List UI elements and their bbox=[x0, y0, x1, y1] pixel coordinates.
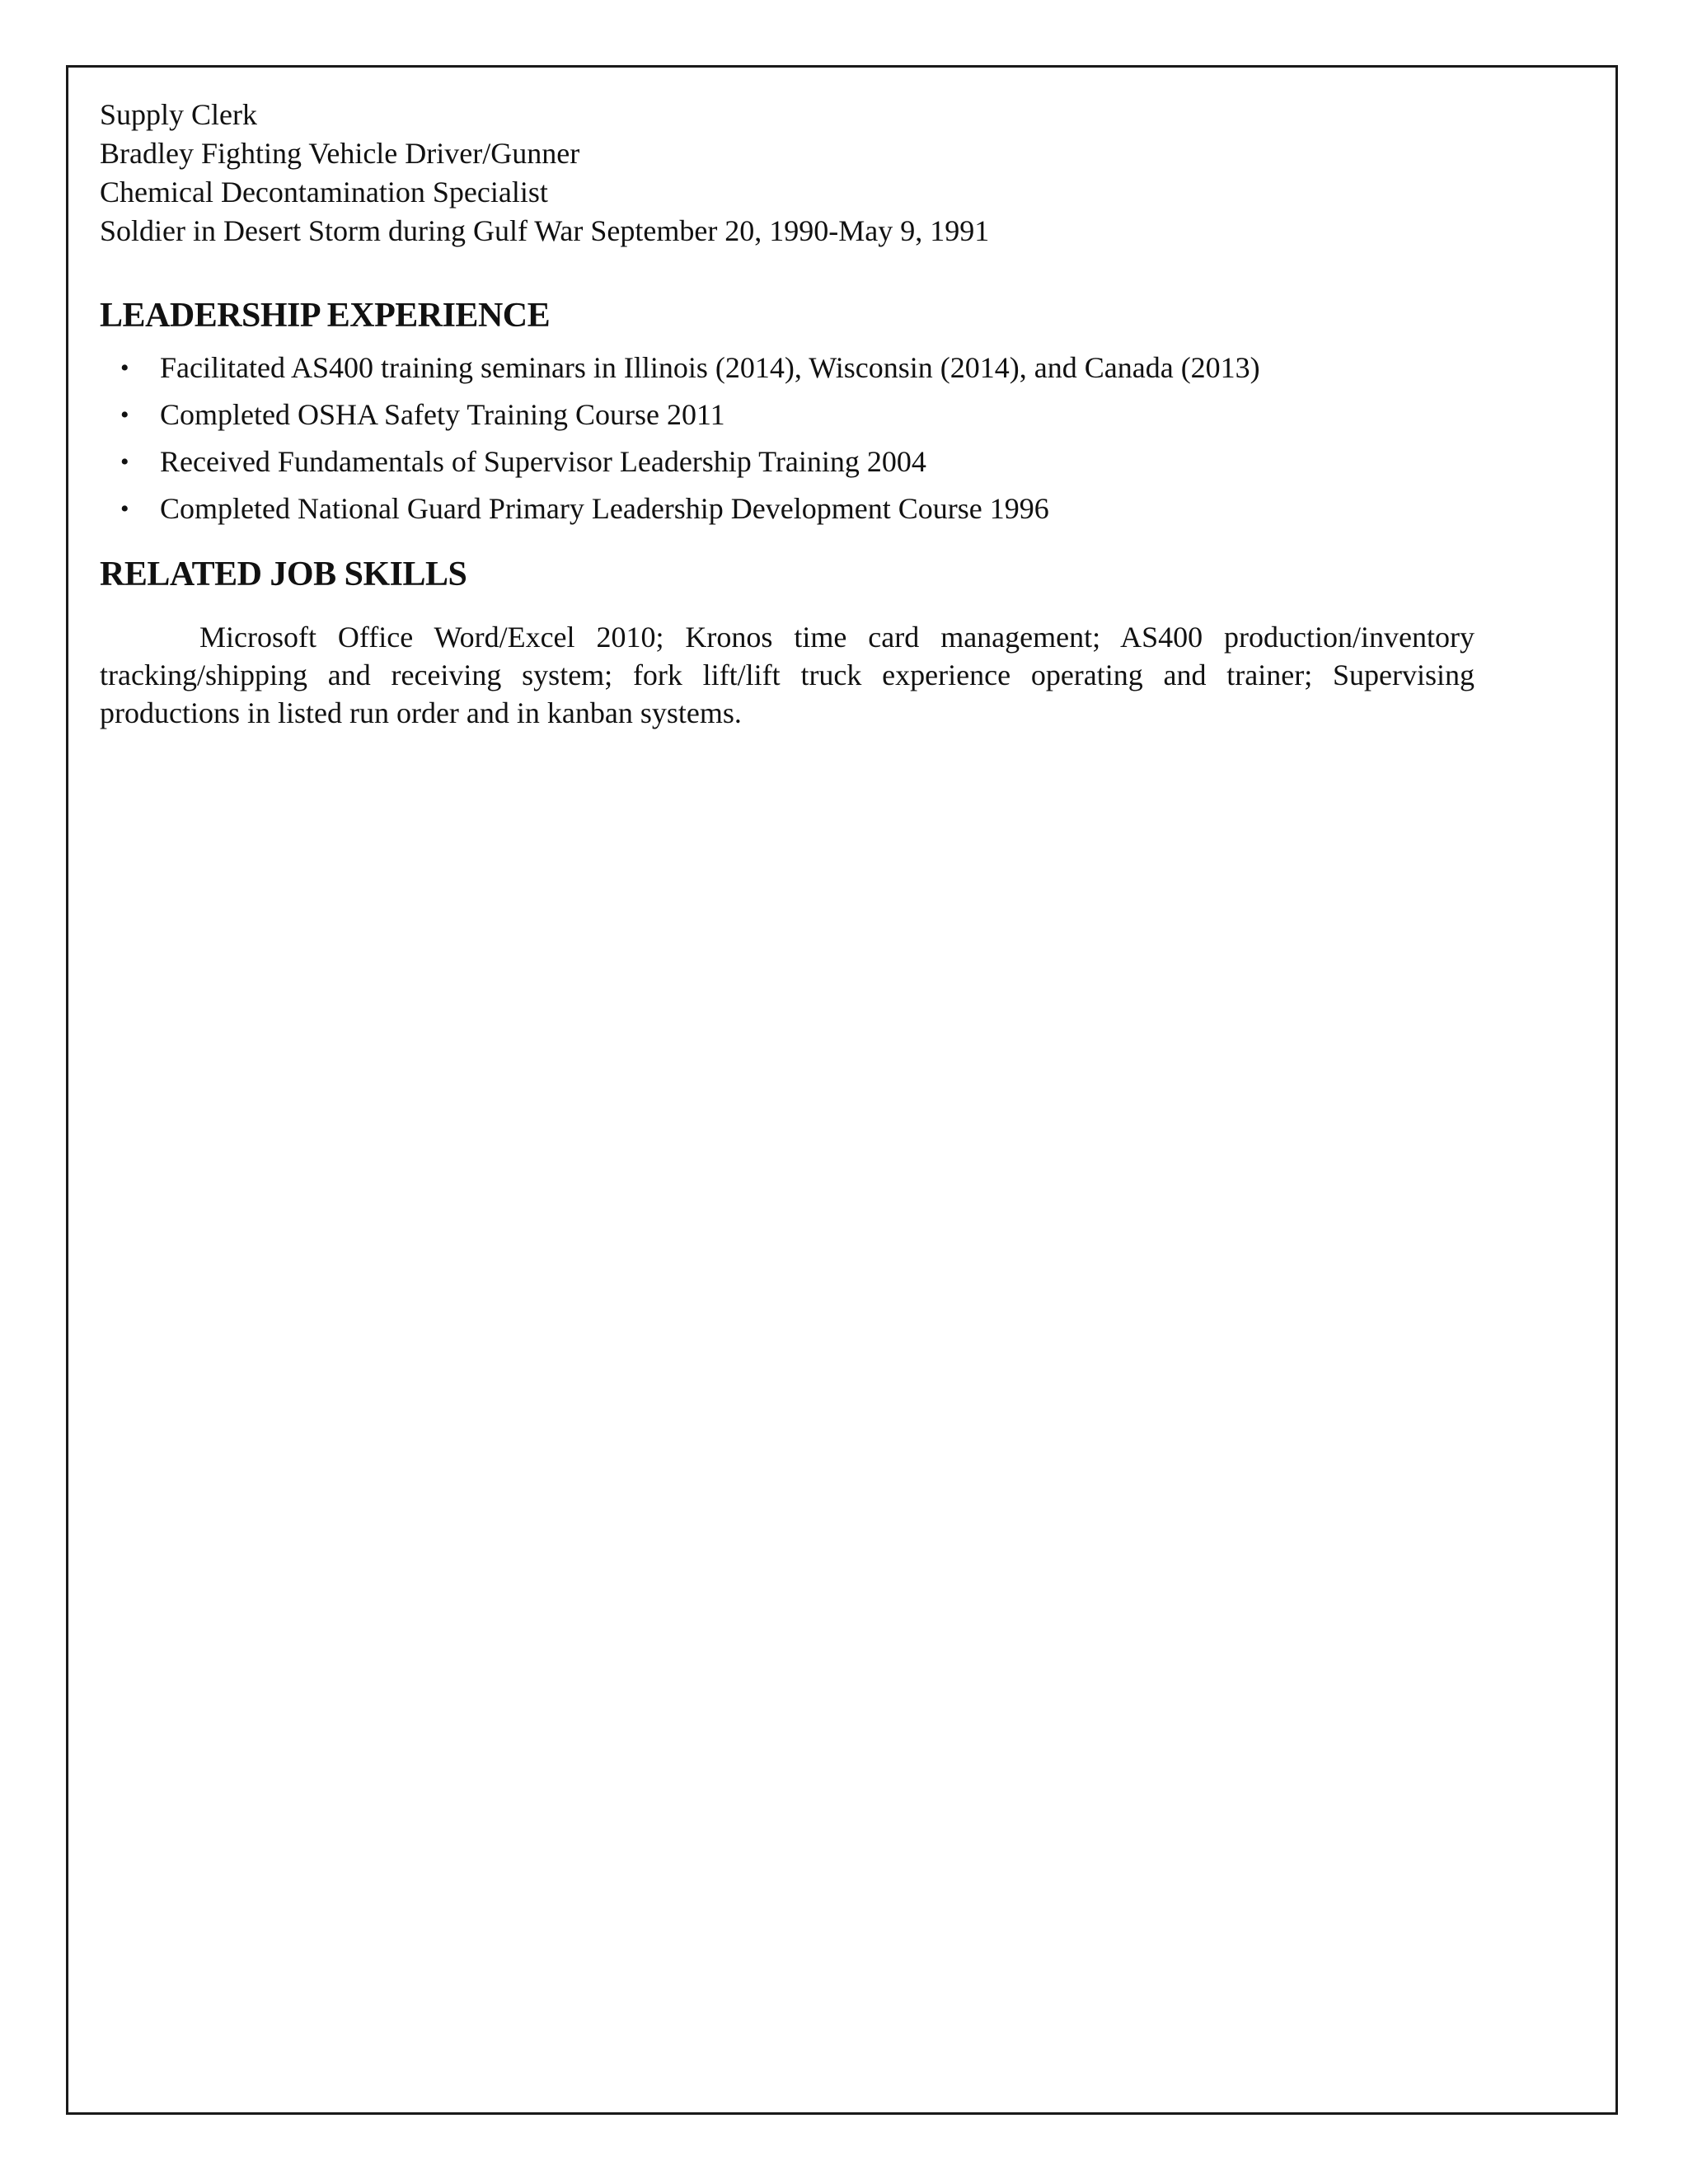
resume-page bbox=[100, 96, 1484, 732]
leadership-experience-heading: LEADERSHIP EXPERIENCE bbox=[100, 297, 551, 335]
bullet-icon: • bbox=[120, 495, 129, 523]
leadership-item-text: Received Fundamentals of Supervisor Leadership Training 2004 bbox=[160, 445, 926, 478]
leadership-experience-list bbox=[100, 344, 1484, 532]
bullet-icon: • bbox=[120, 448, 129, 476]
military-role-item: Chemical Decontamination Specialist bbox=[100, 176, 548, 209]
bullet-icon: • bbox=[120, 354, 129, 382]
leadership-item bbox=[100, 391, 1484, 438]
military-role-item: Soldier in Desert Storm during Gulf War September 20, 1990-May 9, 1991 bbox=[100, 214, 990, 247]
related-job-skills-heading: RELATED JOB SKILLS bbox=[100, 555, 467, 593]
leadership-item-text: Facilitated AS400 training seminars in Illinois (2014), Wisconsin (2014), and Canada (2013) bbox=[160, 351, 1260, 384]
leadership-item-text: Completed National Guard Primary Leadership Development Course 1996 bbox=[160, 492, 1049, 525]
military-roles-list bbox=[100, 96, 1484, 251]
bullet-icon: • bbox=[120, 401, 129, 429]
leadership-item bbox=[100, 344, 1484, 391]
leadership-item bbox=[100, 485, 1484, 532]
military-role-item: Supply Clerk bbox=[100, 98, 258, 131]
leadership-item bbox=[100, 438, 1484, 485]
leadership-item-text: Completed OSHA Safety Training Course 2011 bbox=[160, 398, 725, 431]
military-role-item: Bradley Fighting Vehicle Driver/Gunner bbox=[100, 137, 580, 170]
related-job-skills-paragraph: Microsoft Office Word/Excel 2010; Kronos time card management; AS400 production/inventory tracking/shipping and receiving system; fork lift/lift truck experience operating and trainer; Supervising productions in listed run order and in kanban systems. bbox=[100, 621, 1475, 729]
